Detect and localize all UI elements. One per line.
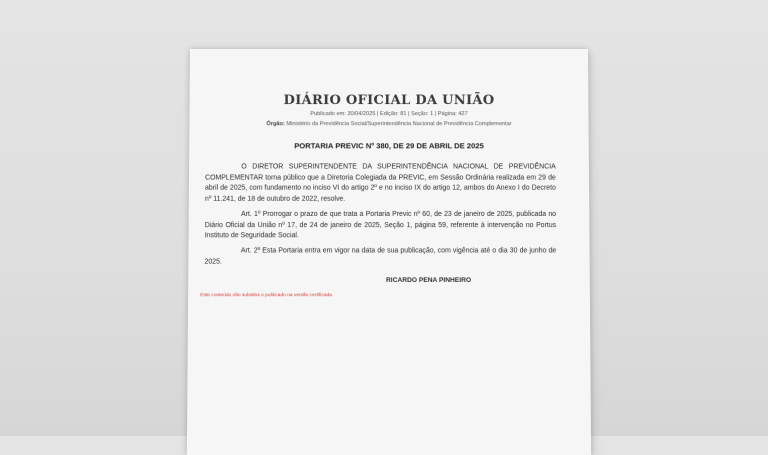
signature-name: RICARDO PENA PINHEIRO [385, 276, 472, 284]
paragraph-preamble: O DIRETOR SUPERINTENDENTE DA SUPERINTENDÊNCIA NACIONAL DE PREVIDÊNCIA COMPLEMENTAR torna público que a Diretoria Colegiada da PREVIC, em Sessão Ordinária realizada em 29 de abril de 2025, com fundamento no inciso VI do artigo 2º e no inciso IX do artigo 12, ambos do Anexo I do Decreto nº 11.241, de 18 de outubro de 2022, resolve. [204, 163, 556, 203]
orgao-label: Órgão: [266, 121, 285, 128]
disclaimer-note: Este conteúdo não substitui o publicado na versão certificada. [200, 293, 334, 299]
document-page [187, 49, 591, 455]
paragraph-article-2: Art. 2º Esta Portaria entra em vigor na data de sua publicação, com vigência até o dia 30 de junho de 2025. [204, 247, 557, 266]
document-title: PORTARIA PREVIC Nº 380, DE 29 DE ABRIL DE 2025 [294, 141, 484, 151]
orgao-line [189, 121, 588, 127]
orgao-value: Ministério da Previdência Social/Superintendência Nacional de Previdência Complementar [286, 121, 512, 128]
masthead-title: DIÁRIO OFICIAL DA UNIÃO [283, 93, 495, 109]
publication-info: Publicado em: 30/04/2025 | Edição: 81 | Seção: 1 | Página: 427 [310, 111, 468, 118]
paragraph-article-1: Art. 1º Prorrogar o prazo de que trata a Portaria Previc nº 60, de 23 de janeiro de 2025, publicada no Diário Oficial da União nº 17, de 24 de janeiro de 2025, Seção 1, página 59, referente à intervenção no Portus Instituto de Seguridade Social. [204, 210, 557, 240]
